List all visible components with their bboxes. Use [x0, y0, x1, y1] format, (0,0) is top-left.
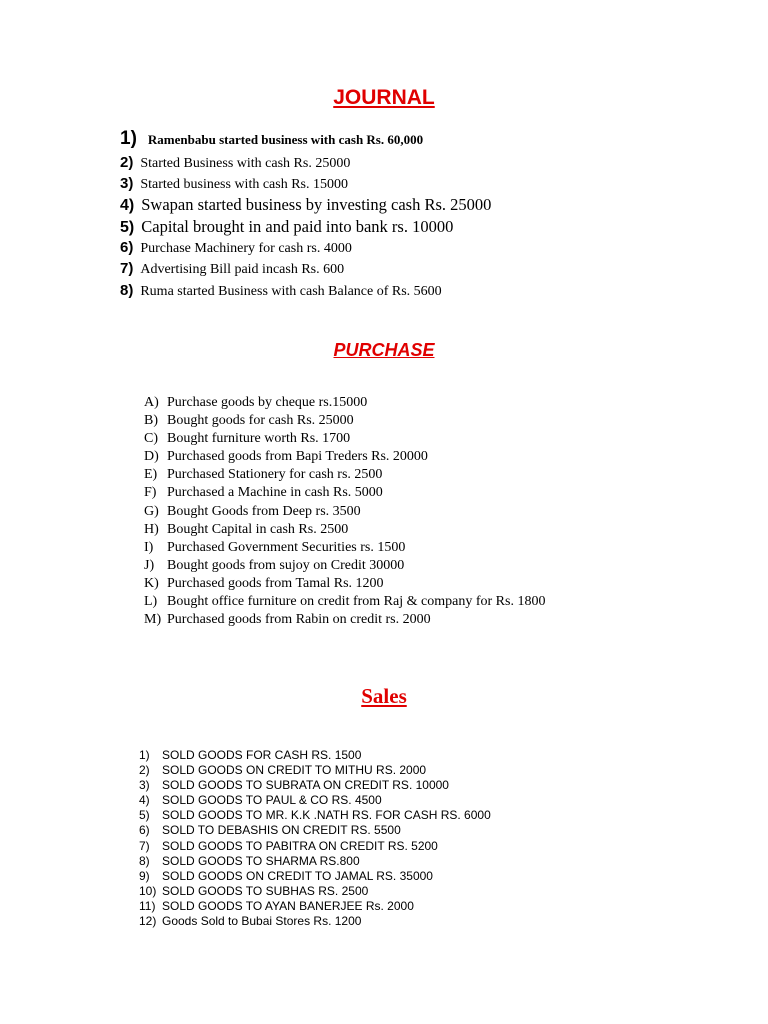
item-text: Purchased goods from Tamal Rs. 1200 — [167, 575, 384, 591]
item-letter: B) — [144, 413, 158, 429]
item-text: SOLD GOODS TO SHARMA RS.800 — [162, 853, 360, 868]
sales-item — [139, 808, 491, 823]
journal-item — [120, 239, 352, 257]
sales-item — [139, 854, 491, 869]
item-text: SOLD GOODS ON CREDIT TO MITHU RS. 2000 — [162, 763, 427, 778]
sales-item — [139, 869, 491, 884]
item-number: 7) — [139, 838, 150, 853]
item-letter: H) — [144, 521, 159, 537]
sales-heading: Sales — [361, 684, 407, 708]
item-text: SOLD GOODS ON CREDIT TO JAMAL RS. 35000 — [162, 868, 433, 883]
item-letter: L) — [144, 594, 158, 610]
item-number: 6) — [139, 823, 150, 838]
sales-item — [139, 763, 491, 778]
purchase-item — [144, 611, 545, 629]
item-text: Started business with cash Rs. 15000 — [140, 177, 348, 192]
item-number: 8) — [139, 853, 150, 868]
item-letter: K) — [144, 575, 159, 591]
item-letter: E) — [144, 467, 158, 483]
item-text: Bought goods for cash Rs. 25000 — [167, 413, 354, 429]
item-text: Purchase Machinery for cash rs. 4000 — [140, 241, 352, 256]
item-number: 4) — [120, 197, 135, 214]
item-text: Swapan started business by investing cash Rs. 25000 — [141, 195, 492, 214]
journal-heading: JOURNAL — [333, 86, 435, 109]
sales-item — [139, 748, 491, 763]
purchase-item — [144, 466, 545, 484]
sales-item — [139, 793, 491, 808]
item-number: 11) — [139, 898, 156, 913]
item-text: Goods Sold to Bubai Stores Rs. 1200 — [162, 914, 362, 929]
item-number: 3) — [120, 175, 134, 192]
item-text: Capital brought in and paid into bank rs. 10000 — [141, 217, 454, 236]
item-text: SOLD GOODS TO SUBRATA ON CREDIT RS. 10000 — [162, 778, 449, 793]
purchase-item — [144, 484, 545, 502]
item-text: Ramenbabu started business with cash Rs. 60,000 — [147, 132, 424, 147]
item-number: 6) — [120, 239, 134, 256]
journal-item — [120, 128, 423, 150]
item-text: SOLD TO DEBASHIS ON CREDIT RS. 5500 — [162, 823, 401, 838]
item-text: SOLD GOODS FOR CASH RS. 1500 — [162, 748, 362, 762]
item-number: 2) — [139, 763, 150, 778]
item-text: Purchase goods by cheque rs.15000 — [167, 395, 368, 410]
purchase-item — [144, 503, 545, 521]
item-text: Purchased goods from Rabin on credit rs. 2000 — [167, 612, 431, 628]
item-text: Bought Capital in cash Rs. 2500 — [167, 521, 349, 537]
sales-item — [139, 914, 491, 929]
journal-item — [120, 260, 344, 278]
journal-item — [120, 195, 491, 215]
item-letter: C) — [144, 431, 158, 447]
purchase-item — [144, 575, 545, 593]
item-text: Bought office furniture on credit from Raj & company for Rs. 1800 — [167, 594, 546, 610]
item-letter: M) — [144, 612, 162, 628]
purchase-list — [144, 394, 545, 629]
item-number: 5) — [120, 219, 135, 236]
journal-item — [120, 282, 442, 300]
item-number: 9) — [139, 868, 150, 883]
sales-item — [139, 778, 491, 793]
item-text: Purchased a Machine in cash Rs. 5000 — [167, 485, 383, 501]
sales-item — [139, 899, 491, 914]
item-text: Started Business with cash Rs. 25000 — [140, 156, 351, 171]
item-letter: A) — [144, 395, 159, 410]
sales-item — [139, 884, 491, 899]
purchase-item — [144, 448, 545, 466]
item-text: Purchased Stationery for cash rs. 2500 — [167, 467, 383, 483]
item-number: 4) — [139, 793, 150, 808]
item-text: Bought goods from sujoy on Credit 30000 — [167, 557, 405, 573]
item-letter: J) — [144, 557, 155, 573]
sales-item — [139, 839, 491, 854]
purchase-item — [144, 557, 545, 575]
item-text: Bought furniture worth Rs. 1700 — [167, 431, 351, 447]
purchase-item — [144, 593, 545, 611]
purchase-item — [144, 539, 545, 557]
item-text: SOLD GOODS TO AYAN BANERJEE Rs. 2000 — [162, 898, 414, 913]
purchase-item — [144, 521, 545, 539]
journal-item — [120, 217, 453, 237]
item-number: 12) — [139, 914, 157, 929]
item-text: Ruma started Business with cash Balance of Rs. 5600 — [140, 284, 442, 299]
item-number: 3) — [139, 778, 150, 793]
sales-list — [139, 748, 491, 929]
purchase-item — [144, 430, 545, 448]
item-text: Purchased goods from Bapi Treders Rs. 20000 — [167, 449, 428, 465]
item-letter: G) — [144, 503, 159, 519]
purchase-item — [144, 394, 545, 412]
item-text: Advertising Bill paid incash Rs. 600 — [140, 262, 345, 277]
item-number: 2) — [120, 154, 134, 171]
journal-item — [120, 154, 350, 172]
item-number: 1) — [139, 748, 150, 762]
item-text: SOLD GOODS TO SUBHAS RS. 2500 — [162, 883, 369, 898]
item-text: SOLD GOODS TO PABITRA ON CREDIT RS. 5200 — [162, 838, 438, 853]
item-number: 8) — [120, 282, 134, 299]
journal-item — [120, 175, 348, 193]
item-text: Bought Goods from Deep rs. 3500 — [167, 503, 361, 519]
item-text: SOLD GOODS TO MR. K.K .NATH RS. FOR CASH RS. 6000 — [162, 808, 491, 823]
sales-item — [139, 823, 491, 838]
purchase-item — [144, 412, 545, 430]
item-number: 7) — [120, 260, 134, 277]
item-letter: D) — [144, 449, 159, 465]
item-letter: F) — [144, 485, 157, 501]
item-text: SOLD GOODS TO PAUL & CO RS. 4500 — [162, 793, 382, 808]
item-number: 5) — [139, 808, 150, 823]
purchase-heading: PURCHASE — [333, 340, 435, 360]
item-letter: I) — [144, 539, 154, 555]
item-number: 1) — [120, 128, 137, 149]
item-number: 10) — [139, 883, 157, 898]
item-text: Purchased Government Securities rs. 1500 — [167, 539, 406, 555]
